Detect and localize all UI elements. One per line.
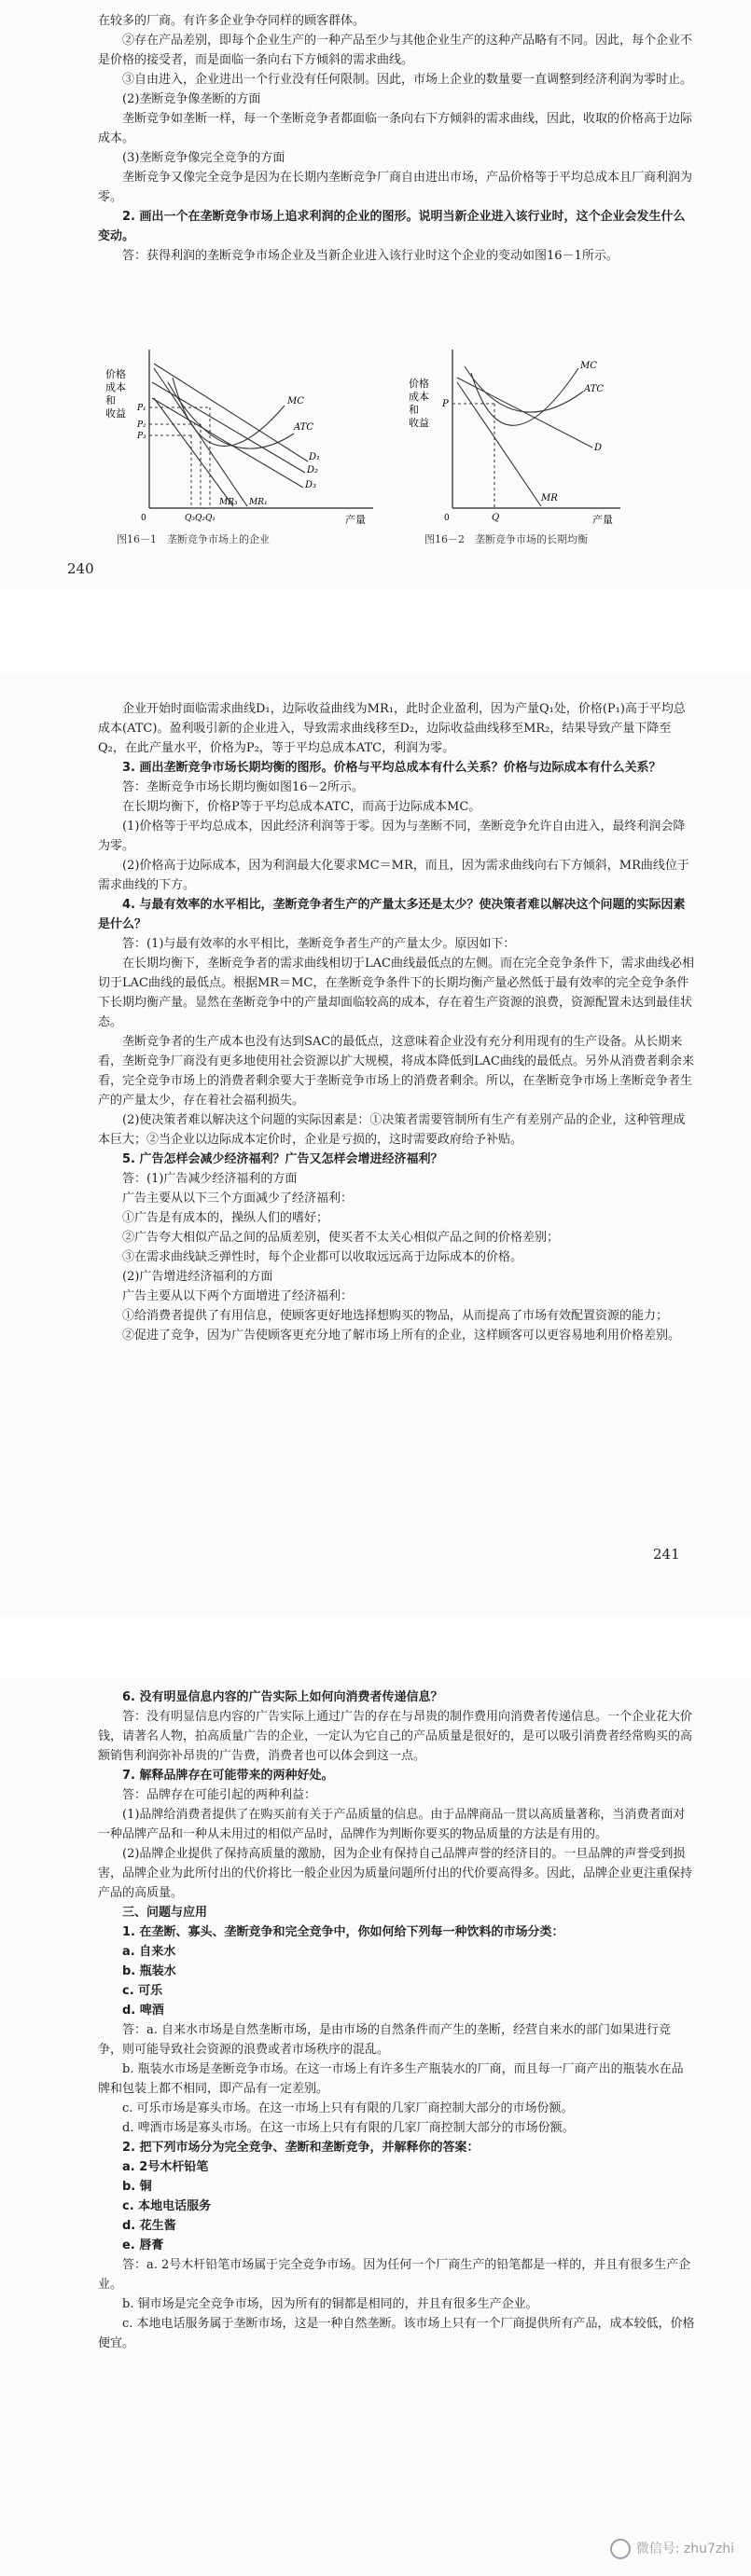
list-item: ①给消费者提供了有用信息，使顾客更好地选择想购买的物品，从而提高了市场有效配置资源的能力； bbox=[122, 1309, 669, 1323]
paragraph: 企业开始时面临需求曲线D₁，边际收益曲线为MR₁，此时企业盈利，因为产量Q₁处，价格(P₁)高于平均总成本(ATC)。盈利吸引新的企业进入，导致需求曲线移至D₂，边际收益曲线移至MR₂，结果导致产量下降至Q₂，在此产量水平，价格为P₂，等于平均总成本ATC，利润为零。 bbox=[98, 702, 686, 755]
page-number: 240 bbox=[67, 560, 94, 577]
figure-16-2-caption: 图16－2 垄断竞争市场的长期均衡 bbox=[424, 533, 588, 545]
page-number: 241 bbox=[653, 1546, 680, 1563]
answer: 答：(1)广告减少经济福利的方面 bbox=[122, 1172, 298, 1186]
label-q2: Q₂ bbox=[195, 514, 205, 523]
paragraph: ②存在产品差别，即每个企业生产的一种产品至少与其他企业生产的这种产品略有不同。因此，每个企业不是价格的接受者，而是面临一条向右下方倾斜的需求曲线。 bbox=[98, 34, 693, 67]
answer: 答：没有明显信息内容的广告实际上通过广告的存在与昂贵的制作费用向消费者传递信息。一个企业花大价钱，请著名人物，拍高质量广告的企业，一定认为它自己的产品质量是很好的，是可以吸引消费者经常购买的高额销售利润弥补昂贵的广告费，消费者也可以体会到这一点。 bbox=[98, 1710, 693, 1763]
answer: 答：a. 2号木杆铅笔市场属于完全竞争市场。因为任何一个厂商生产的铅笔都是一样的，并且有很多生产企业。 bbox=[98, 2258, 691, 2292]
paragraph: 垄断竞争者的生产成本也没有达到SAC的最低点，这意味着企业没有充分利用现有的生产设备。从长期来看，垄断竞争厂商没有更多地使用社会资源以扩大规模，将成本降低到LAC曲线的最低点。另外从消费者剩余来看，完全竞争市场上的消费者剩余要大于垄断竞争市场上的消费者剩余。所以，在垄断竞争市场上垄断竞争者生产的产量太少，存在着社会福利损失。 bbox=[98, 1035, 694, 1108]
paragraph: 广告主要从以下三个方面减少了经济福利： bbox=[122, 1192, 354, 1205]
paragraph: b. 铜市场是完全竞争市场，因为所有的铜都是相同的，并且有很多生产企业。 bbox=[122, 2297, 538, 2311]
figure-16-2 bbox=[401, 340, 625, 527]
label-p1: P₁ bbox=[137, 404, 146, 413]
paragraph: (2)使决策者难以解决这个问题的实际因素是：①决策者需要管制所有生产有差别产品的企业，这种管理成本巨大；②当企业以边际成本定价时，企业是亏损的，这时需要政府给予补贴。 bbox=[98, 1113, 686, 1147]
list-item: ②广告夸大相似产品之间的品质差别，使买者不太关心相似产品之间的价格差别； bbox=[122, 1231, 560, 1245]
page-242 bbox=[0, 1678, 751, 2576]
answer: 答：垄断竞争市场长期均衡如图16－2所示。 bbox=[122, 780, 364, 794]
section-heading: 三、问题与应用 bbox=[122, 1906, 208, 1920]
y-label-3: 和 bbox=[409, 404, 419, 416]
subheading: (3)垄断竞争像完全竞争的方面 bbox=[122, 151, 285, 165]
label-d3: D₃ bbox=[305, 480, 317, 490]
label-q1: Q₁ bbox=[205, 514, 216, 523]
page-240 bbox=[0, 0, 751, 588]
answer: 答：品牌存在可能引起的两种利益： bbox=[122, 1788, 317, 1802]
label-origin: 0 bbox=[141, 514, 146, 523]
figure-16-1-caption: 图16－1 垄断竞争市场上的企业 bbox=[117, 533, 270, 545]
page-240-text bbox=[98, 11, 695, 266]
page-241 bbox=[0, 673, 751, 1617]
paragraph: (1)价格等于平均总成本，因此经济利润等于零。因为与垄断不同，垄断竞争允许自由进入，最终利润会降为零。 bbox=[98, 820, 686, 853]
option: d. 啤酒 bbox=[122, 2004, 164, 2018]
answer: 答：(1)与最有效率的水平相比，垄断竞争者生产的产量太少。原因如下： bbox=[122, 937, 516, 951]
question: 1. 在垄断、寡头、垄断竞争和完全竞争中，你如何给下列每一种饮料的市场分类： bbox=[122, 1925, 564, 1939]
paragraph: (2)价格高于边际成本，因为利润最大化要求MC＝MR，而且，因为需求曲线向右下方倾斜，MR曲线位于需求曲线的下方。 bbox=[98, 859, 689, 892]
paragraph: b. 瓶装水市场是垄断竞争市场。在这一市场上有许多生产瓶装水的厂商，而且每一厂商产出的瓶装水在品牌和包装上都不相同，即产品有一定差别。 bbox=[98, 2062, 684, 2096]
label-origin: 0 bbox=[444, 514, 450, 523]
label-p2: P₂ bbox=[137, 420, 146, 430]
y-label-3: 和 bbox=[105, 394, 116, 406]
y-label-2: 成本 bbox=[105, 381, 126, 393]
paragraph: c. 本地电话服务属于垄断市场，这是一种自然垄断。该市场上只有一个厂商提供所有产品，成本较低，价格便宜。 bbox=[98, 2317, 695, 2350]
paragraph: 在长期均衡下，垄断竞争者的需求曲线相切于LAC曲线最低点的左侧。而在完全竞争条件下，需求曲线必相切于LAC曲线的最低点。根据MR＝MC，在垄断竞争条件下的长期均衡产量必然低于最有效率的完全竞争条件下长期均衡产量。显然在垄断竞争中的产量却面临较高的成本，存在着生产资源的浪费，资源配置未达到最佳状态。 bbox=[98, 957, 694, 1029]
answer: 答：a. 自来水市场是自然垄断市场，是由市场的自然条件而产生的垄断，经营自来水的部门如果进行竞争，则可能导致社会资源的浪费或者市场秩序的混乱。 bbox=[98, 2023, 672, 2057]
x-label: 产量 bbox=[345, 514, 366, 526]
y-label-2: 成本 bbox=[409, 391, 429, 403]
paragraph: 垄断竞争又像完全竞争是因为在长期内垄断竞争厂商自由进出市场，产品价格等于平均总成本且厂商利润为零。 bbox=[98, 171, 693, 204]
y-label-1: 价格 bbox=[105, 368, 126, 380]
paragraph: c. 可乐市场是寡头市场。在这一市场上只有有限的几家厂商控制大部分的市场份额。 bbox=[122, 2101, 574, 2115]
label-q: Q bbox=[492, 513, 500, 523]
d3-curve bbox=[152, 398, 303, 488]
mr3-curve bbox=[154, 398, 233, 506]
label-q3: Q₃ bbox=[185, 514, 195, 523]
paragraph: (1)品牌给消费者提供了在购买前有关于产品质量的信息。由于品牌商品一贯以高质量著称，当消费者面对一种品牌产品和一种从未用过的相似产品时，品牌作为判断你要买的物品质量的方法是有用的。 bbox=[98, 1808, 686, 1841]
label-atc: ATC bbox=[584, 384, 604, 394]
subheading: (2)垄断竞争像垄断的方面 bbox=[122, 92, 261, 106]
option: d. 花生酱 bbox=[122, 2219, 176, 2233]
question: 5. 广告怎样会减少经济福利？广告又怎样会增进经济福利？ bbox=[122, 1152, 443, 1166]
subheading: (2)广告增进经济福利的方面 bbox=[122, 1270, 273, 1284]
label-mc: MC bbox=[580, 361, 597, 371]
page-242-text bbox=[98, 1687, 695, 2353]
label-p3: P₃ bbox=[137, 432, 146, 441]
wechat-icon bbox=[610, 2539, 631, 2559]
mr-curve bbox=[457, 382, 541, 506]
y-label-4: 收益 bbox=[409, 417, 429, 429]
paragraph: 在较多的厂商。有许多企业争夺同样的顾客群体。 bbox=[98, 14, 366, 28]
x-label: 产量 bbox=[592, 514, 613, 526]
question: 7. 解释品牌存在可能带来的两种好处。 bbox=[122, 1769, 334, 1783]
paragraph: d. 啤酒市场是寡头市场。在这一市场上只有有限的几家厂商控制大部分的市场份额。 bbox=[122, 2121, 575, 2135]
question: 2. 把下列市场分为完全竞争、垄断和垄断竞争，并解释你的答案： bbox=[122, 2141, 480, 2155]
option: e. 唇膏 bbox=[122, 2239, 164, 2252]
paragraph: 垄断竞争如垄断一样，每一个垄断竞争者都面临一条向右下方倾斜的需求曲线，因此，收取的价格高于边际成本。 bbox=[98, 112, 693, 145]
answer: 答：获得利润的垄断竞争市场企业及当新企业进入该行业时这个企业的变动如图16－1所示。 bbox=[122, 249, 619, 263]
label-d1: D₁ bbox=[309, 452, 321, 462]
list-item: ①广告是有成本的，操纵人们的嗜好； bbox=[122, 1211, 329, 1225]
option: b. 瓶装水 bbox=[122, 1964, 176, 1978]
option: c. 本地电话服务 bbox=[122, 2199, 212, 2213]
label-mr: MR bbox=[541, 493, 558, 503]
mc-curve bbox=[471, 368, 578, 425]
paragraph: 广告主要从以下两个方面增进了经济福利： bbox=[122, 1289, 354, 1303]
watermark bbox=[610, 2539, 734, 2559]
paragraph: ③自由进入，企业进出一个行业没有任何限制。因此，市场上企业的数量要一直调整到经济利润为零时止。 bbox=[122, 73, 693, 87]
label-d: D bbox=[594, 443, 603, 453]
figure-16-1 bbox=[98, 340, 378, 527]
option: a. 自来水 bbox=[122, 1945, 176, 1959]
question: 6. 没有明显信息内容的广告实际上如何向消费者传递信息？ bbox=[122, 1690, 443, 1704]
page-gap bbox=[0, 1617, 751, 1678]
label-d2: D₂ bbox=[307, 465, 319, 475]
option: c. 可乐 bbox=[122, 1984, 163, 1998]
paragraph: (2)品牌企业提供了保持高质量的激励，因为企业有保持自己品牌声誉的经济目的。一旦品牌的声誉受到损害，品牌企业为此所付出的代价将比一般企业因为质量问题所付出的代价要高得多。因此，品牌企业更注重保持产品的高质量。 bbox=[98, 1847, 693, 1900]
question: 2. 画出一个在垄断竞争市场上追求利润的企业的图形。说明当新企业进入该行业时，这个企业会发生什么变动。 bbox=[98, 210, 686, 243]
list-item: ②促进了竞争，因为广告使顾客更充分地了解市场上所有的企业，这样顾客可以更容易地利用价格差别。 bbox=[122, 1329, 681, 1343]
label-p: P bbox=[442, 399, 449, 409]
question: 4. 与最有效率的水平相比，垄断竞争者生产的产量太多还是太少？使决策者难以解决这个问题的实际因素是什么？ bbox=[98, 898, 686, 931]
page-gap bbox=[0, 588, 751, 673]
y-label-4: 收益 bbox=[105, 407, 126, 420]
paragraph: 在长期均衡下，价格P等于平均总成本ATC，而高于边际成本MC。 bbox=[122, 800, 481, 814]
watermark-text: 微信号: zhu7zhi bbox=[635, 2542, 734, 2556]
label-atc: ATC bbox=[294, 422, 313, 433]
label-mr3: MR₃ bbox=[219, 498, 238, 507]
atc-curve bbox=[465, 366, 583, 412]
list-item: ③在需求曲线缺乏弹性时，每个企业都可以收取远远高于边际成本的价格。 bbox=[122, 1250, 523, 1264]
question: 3. 画出垄断竞争市场长期均衡的图形。价格与平均总成本有什么关系？价格与边际成本有什么关系？ bbox=[122, 761, 661, 775]
label-mc: MC bbox=[287, 396, 304, 406]
y-label-1: 价格 bbox=[409, 378, 429, 390]
option: a. 2号木杆铅笔 bbox=[122, 2160, 209, 2174]
page-241-text bbox=[98, 699, 695, 1345]
label-mr1: MR₁ bbox=[249, 498, 268, 507]
option: b. 铜 bbox=[122, 2180, 152, 2194]
